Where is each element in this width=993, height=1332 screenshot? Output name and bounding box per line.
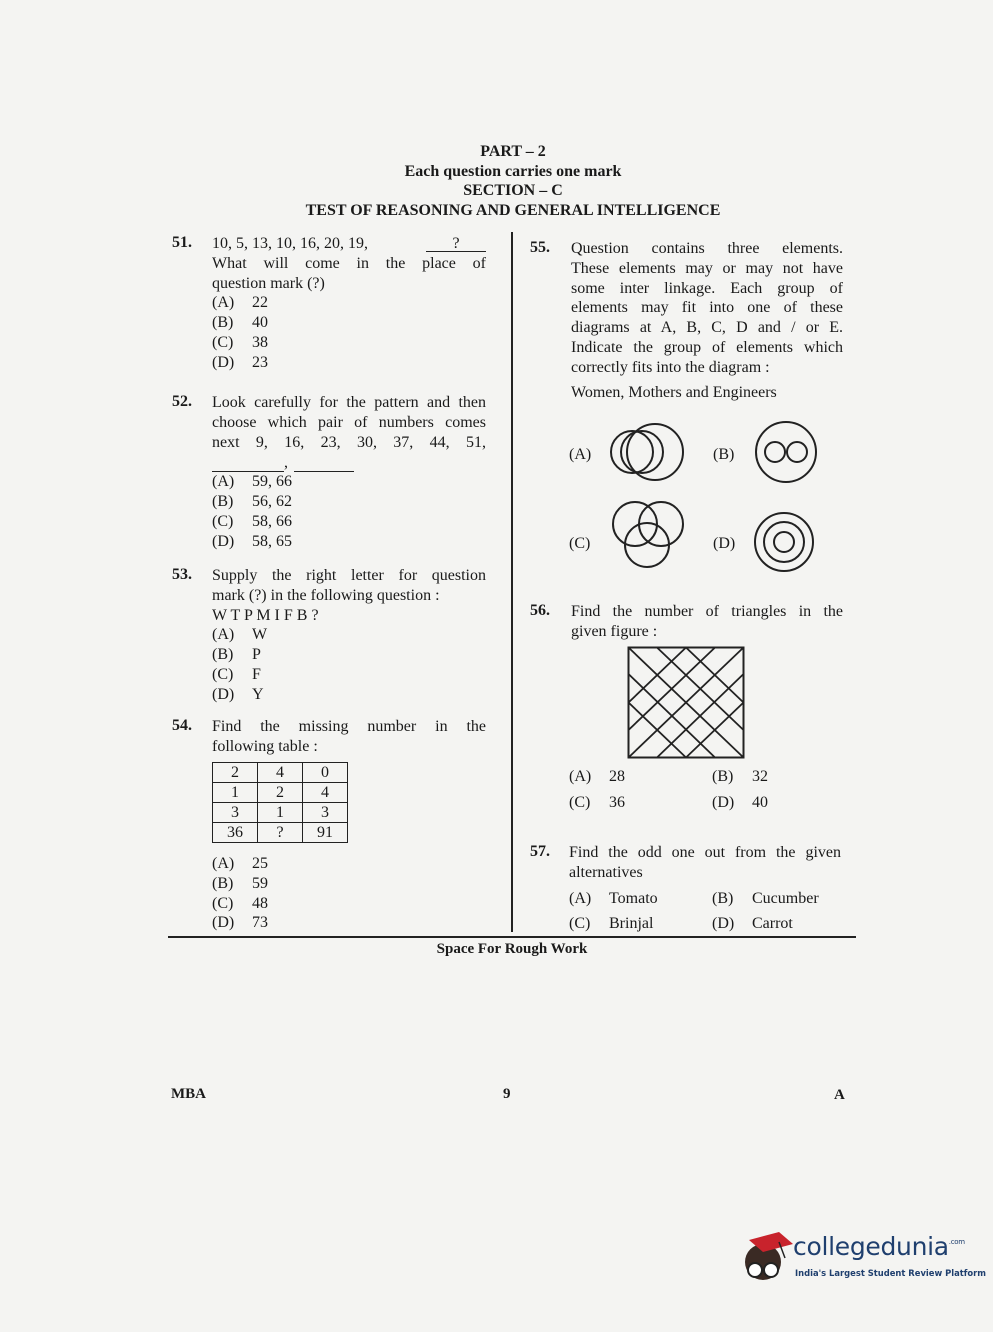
collegedunia-logo[interactable] (735, 1226, 987, 1286)
question-text: some inter linkage. Each group of (571, 279, 843, 297)
option-b-label: (B) (713, 446, 735, 463)
option-a: (A) W (212, 626, 268, 644)
table-row: 3 1 3 (213, 803, 348, 823)
option-d: (D) Y (212, 685, 264, 703)
page-number: 9 (503, 1086, 511, 1102)
option-d: (D) 40 (712, 794, 768, 811)
question-text: Indicate the group of elements which (571, 338, 843, 356)
rough-work-rule (168, 936, 856, 938)
option-c: (C) 36 (569, 794, 625, 811)
question-text: diagrams at A, B, C, D and / or E. (571, 319, 843, 337)
option-c: (C) 58, 66 (212, 512, 292, 530)
question-text: Find the missing number in the (212, 718, 486, 735)
letter-series: W T P M I F B ? (212, 606, 319, 624)
option-b: (B) P (212, 646, 261, 664)
question-text: next 9, 16, 23, 30, 37, 44, 51, (212, 433, 486, 451)
option-c: (C) 48 (212, 894, 268, 912)
option-list (212, 472, 486, 551)
footer-series: A (834, 1087, 845, 1103)
option-b: (B) 32 (712, 768, 768, 785)
option-a: (A) 28 (569, 768, 625, 785)
section-heading: SECTION – C (463, 182, 563, 199)
option-a-label: (A) (569, 446, 592, 463)
option-d: (D) 58, 65 (212, 532, 292, 550)
option-b: (B) Cucumber (712, 890, 819, 907)
question-text: Supply the right letter for question (212, 567, 486, 584)
venn-diagram-a (606, 420, 688, 484)
question-text: What will come in the place of (212, 254, 486, 272)
brand-suffix: .com (948, 1238, 965, 1246)
option-b: (B) 40 (212, 314, 268, 332)
question-number: 54. (172, 717, 192, 734)
table-row: 2 4 0 (213, 763, 348, 783)
question-text: following table : (212, 737, 318, 755)
option-c: (C) F (212, 665, 261, 683)
brand-name: collegedunia (793, 1232, 949, 1261)
answer-blank: ? (426, 234, 486, 252)
table-row: 36 ? 91 (213, 823, 348, 843)
option-a: (A) Tomato (569, 890, 658, 907)
question-text: Question contains three elements. (571, 240, 843, 257)
part-heading: PART – 2 (480, 143, 546, 160)
elements-text: Women, Mothers and Engineers (571, 384, 777, 401)
subject-heading: TEST OF REASONING AND GENERAL INTELLIGENCE (305, 202, 721, 219)
question-number: 57. (530, 843, 550, 860)
venn-diagram-d (752, 510, 816, 574)
question-text: These elements may or may not have (571, 259, 843, 277)
column-divider (511, 232, 513, 932)
question-text: given figure : (571, 622, 658, 640)
triangle-figure (627, 646, 745, 759)
question-text: Find the number of triangles in the (571, 603, 843, 620)
table-row: 1 2 4 (213, 783, 348, 803)
question-number: 53. (172, 566, 192, 583)
option-c: (C) Brinjal (569, 915, 654, 932)
option-c-label: (C) (569, 535, 591, 552)
number-table (212, 762, 348, 843)
option-c: (C) 38 (212, 333, 268, 351)
marks-note: Each question carries one mark (404, 163, 622, 180)
option-a: (A) 22 (212, 294, 268, 312)
brand-tagline: India's Largest Student Review Platform (795, 1268, 987, 1278)
option-b: (B) 59 (212, 874, 268, 892)
question-text: mark (?) in the following question : (212, 586, 440, 604)
question-number: 52. (172, 393, 192, 410)
option-list (212, 293, 486, 372)
venn-diagram-c (605, 498, 689, 574)
mascot-icon (735, 1226, 795, 1286)
answer-blank (212, 455, 284, 472)
number-series: 10, 5, 13, 10, 16, 20, 19, (212, 235, 368, 252)
question-number: 55. (530, 239, 550, 256)
question-text: Find the odd one out from the given (569, 844, 841, 861)
option-d: (D) 73 (212, 914, 268, 932)
option-a: (A) 25 (212, 855, 268, 872)
option-a: (A) 59, 66 (212, 473, 292, 491)
answer-blank (294, 455, 354, 472)
question-text: correctly fits into the diagram : (571, 358, 770, 376)
footer-exam-code: MBA (171, 1086, 206, 1102)
rough-work-label: Space For Rough Work (436, 941, 588, 957)
question-text: elements may fit into one of these (571, 299, 843, 317)
question-number: 51. (172, 234, 192, 251)
option-d-label: (D) (713, 535, 736, 552)
question-text: Look carefully for the pattern and then (212, 394, 486, 411)
option-b: (B) 56, 62 (212, 493, 292, 511)
question-number: 56. (530, 602, 550, 619)
option-d: (D) 23 (212, 353, 268, 371)
option-list (212, 625, 486, 704)
option-list (212, 854, 268, 933)
question-text: choose which pair of numbers comes (212, 413, 486, 431)
question-text: alternatives (569, 863, 643, 881)
question-text: question mark (?) (212, 274, 325, 292)
option-d: (D) Carrot (712, 915, 793, 932)
venn-diagram-b (753, 419, 819, 485)
